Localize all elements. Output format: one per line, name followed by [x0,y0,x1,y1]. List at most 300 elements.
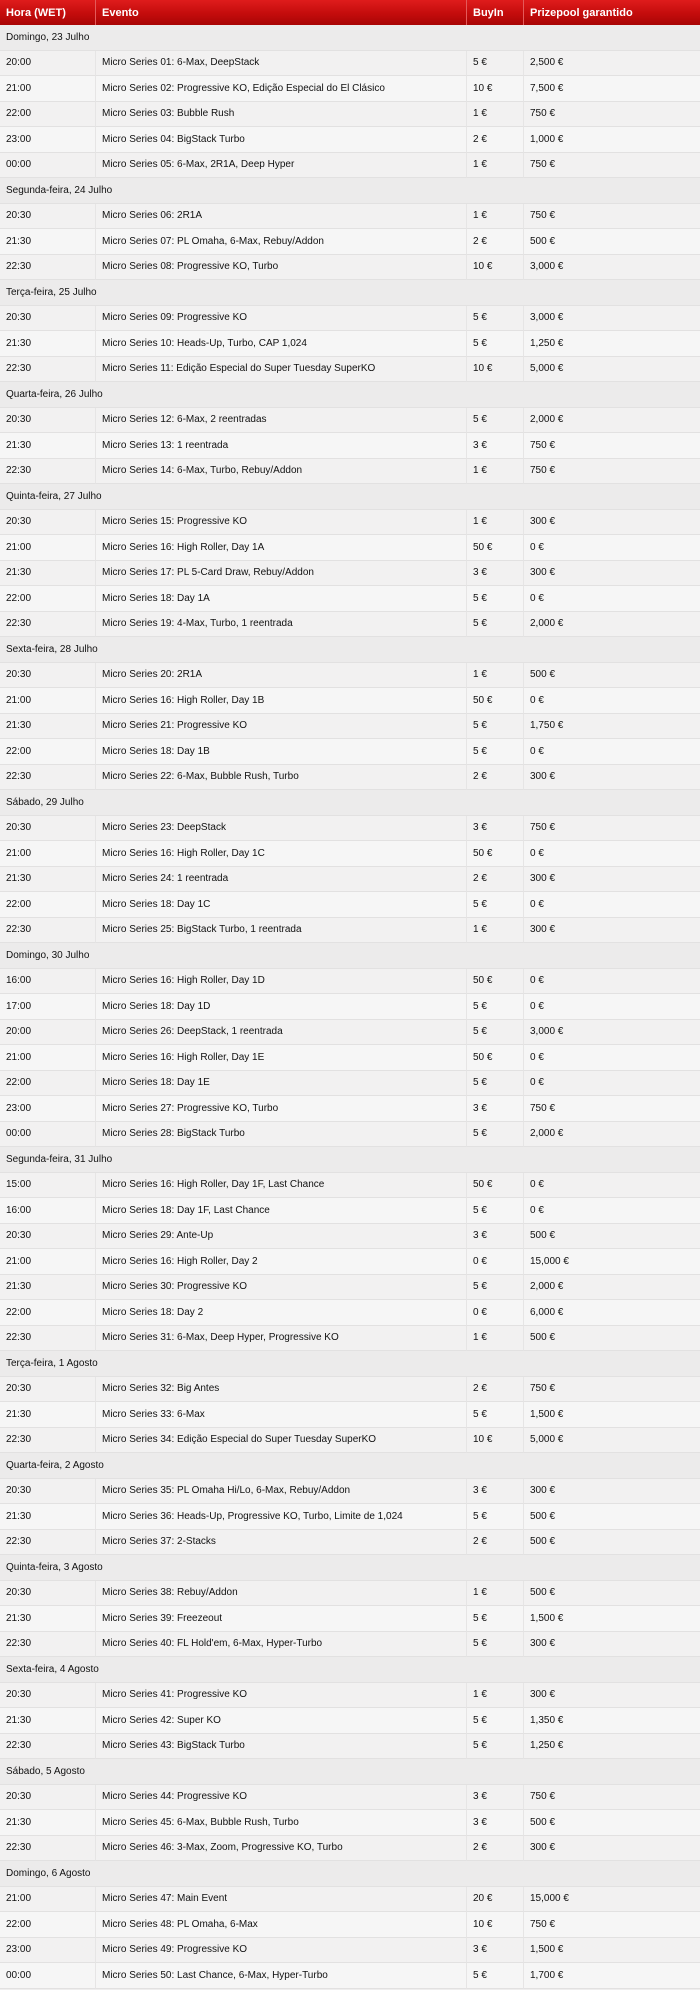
cell-time: 20:30 [0,306,96,332]
cell-event: Micro Series 34: Edição Especial do Super Tuesday SuperKO [96,1428,467,1454]
cell-time: 22:00 [0,892,96,918]
cell-buyin: 3 € [467,1224,524,1250]
day-label: Domingo, 30 Julho [0,943,700,969]
cell-time: 21:00 [0,76,96,102]
cell-time: 20:30 [0,1581,96,1607]
cell-event: Micro Series 16: High Roller, Day 1F, Last Chance [96,1173,467,1199]
cell-buyin: 20 € [467,1887,524,1913]
cell-buyin: 1 € [467,1581,524,1607]
day-header-row [0,943,700,969]
cell-time: 21:00 [0,688,96,714]
day-header-row [0,1147,700,1173]
table-row [0,459,700,485]
cell-prizepool: 1,750 € [524,714,700,740]
cell-prizepool: 1,500 € [524,1402,700,1428]
cell-event: Micro Series 41: Progressive KO [96,1683,467,1709]
cell-event: Micro Series 47: Main Event [96,1887,467,1913]
cell-event: Micro Series 17: PL 5-Card Draw, Rebuy/Addon [96,561,467,587]
table-row [0,306,700,332]
table-row [0,765,700,791]
day-label: Sábado, 5 Agosto [0,1759,700,1785]
cell-buyin: 5 € [467,306,524,332]
table-row [0,918,700,944]
table-row [0,1428,700,1454]
cell-buyin: 5 € [467,408,524,434]
cell-time: 20:00 [0,1020,96,1046]
cell-time: 22:00 [0,739,96,765]
cell-time: 17:00 [0,994,96,1020]
cell-buyin: 5 € [467,1198,524,1224]
cell-event: Micro Series 12: 6-Max, 2 reentradas [96,408,467,434]
cell-event: Micro Series 23: DeepStack [96,816,467,842]
cell-buyin: 2 € [467,127,524,153]
cell-buyin: 5 € [467,1122,524,1148]
cell-prizepool: 300 € [524,918,700,944]
cell-time: 20:30 [0,816,96,842]
table-row [0,1198,700,1224]
table-row [0,586,700,612]
cell-time: 21:00 [0,1045,96,1071]
cell-prizepool: 0 € [524,688,700,714]
cell-prizepool: 6,000 € [524,1300,700,1326]
cell-prizepool: 300 € [524,1683,700,1709]
day-label: Segunda-feira, 24 Julho [0,178,700,204]
table-row [0,1224,700,1250]
table-row [0,1683,700,1709]
cell-time: 00:00 [0,153,96,179]
cell-event: Micro Series 02: Progressive KO, Edição Especial do El Clásico [96,76,467,102]
cell-buyin: 10 € [467,76,524,102]
table-row [0,204,700,230]
table-header [0,0,700,25]
day-header-row [0,1657,700,1683]
table-row [0,1377,700,1403]
cell-time: 21:30 [0,1504,96,1530]
cell-event: Micro Series 19: 4-Max, Turbo, 1 reentrada [96,612,467,638]
table-row [0,1606,700,1632]
cell-buyin: 5 € [467,1632,524,1658]
cell-prizepool: 0 € [524,994,700,1020]
cell-time: 21:00 [0,1887,96,1913]
cell-event: Micro Series 06: 2R1A [96,204,467,230]
cell-buyin: 5 € [467,1708,524,1734]
cell-prizepool: 3,000 € [524,255,700,281]
cell-buyin: 2 € [467,229,524,255]
cell-buyin: 1 € [467,102,524,128]
cell-prizepool: 750 € [524,1096,700,1122]
cell-buyin: 10 € [467,1428,524,1454]
cell-event: Micro Series 45: 6-Max, Bubble Rush, Turbo [96,1810,467,1836]
cell-buyin: 10 € [467,357,524,383]
cell-time: 20:00 [0,51,96,77]
cell-prizepool: 300 € [524,1479,700,1505]
cell-time: 20:30 [0,1377,96,1403]
cell-prizepool: 300 € [524,561,700,587]
table-row [0,1785,700,1811]
cell-time: 15:00 [0,1173,96,1199]
cell-event: Micro Series 18: Day 1C [96,892,467,918]
table-row [0,1504,700,1530]
cell-time: 22:30 [0,357,96,383]
cell-event: Micro Series 37: 2-Stacks [96,1530,467,1556]
cell-buyin: 5 € [467,1275,524,1301]
cell-buyin: 0 € [467,1300,524,1326]
cell-prizepool: 500 € [524,1810,700,1836]
cell-time: 21:30 [0,714,96,740]
cell-event: Micro Series 25: BigStack Turbo, 1 reentrada [96,918,467,944]
cell-time: 21:30 [0,867,96,893]
cell-event: Micro Series 46: 3-Max, Zoom, Progressive KO, Turbo [96,1836,467,1862]
cell-event: Micro Series 03: Bubble Rush [96,102,467,128]
cell-prizepool: 5,000 € [524,1428,700,1454]
cell-buyin: 1 € [467,204,524,230]
cell-prizepool: 2,000 € [524,1122,700,1148]
cell-event: Micro Series 28: BigStack Turbo [96,1122,467,1148]
cell-prizepool: 750 € [524,102,700,128]
table-row [0,561,700,587]
cell-prizepool: 0 € [524,1071,700,1097]
table-row [0,1326,700,1352]
cell-time: 22:30 [0,918,96,944]
cell-event: Micro Series 44: Progressive KO [96,1785,467,1811]
cell-event: Micro Series 49: Progressive KO [96,1938,467,1964]
cell-buyin: 5 € [467,586,524,612]
day-label: Quarta-feira, 26 Julho [0,382,700,408]
cell-buyin: 2 € [467,867,524,893]
cell-event: Micro Series 01: 6-Max, DeepStack [96,51,467,77]
cell-time: 20:30 [0,204,96,230]
day-header-row [0,1351,700,1377]
cell-prizepool: 500 € [524,1581,700,1607]
cell-buyin: 5 € [467,1963,524,1989]
table-row [0,535,700,561]
table-row [0,688,700,714]
cell-time: 21:00 [0,1249,96,1275]
cell-buyin: 5 € [467,612,524,638]
cell-buyin: 3 € [467,1785,524,1811]
cell-event: Micro Series 16: High Roller, Day 1D [96,969,467,995]
cell-prizepool: 0 € [524,586,700,612]
cell-time: 00:00 [0,1963,96,1989]
cell-prizepool: 15,000 € [524,1249,700,1275]
cell-event: Micro Series 43: BigStack Turbo [96,1734,467,1760]
cell-prizepool: 500 € [524,1224,700,1250]
cell-prizepool: 500 € [524,1530,700,1556]
cell-buyin: 5 € [467,714,524,740]
table-row [0,969,700,995]
cell-event: Micro Series 16: High Roller, Day 1E [96,1045,467,1071]
cell-buyin: 5 € [467,1071,524,1097]
cell-prizepool: 750 € [524,1912,700,1938]
day-header-row [0,637,700,663]
table-row [0,1632,700,1658]
cell-buyin: 2 € [467,1836,524,1862]
cell-event: Micro Series 16: High Roller, Day 1C [96,841,467,867]
cell-event: Micro Series 20: 2R1A [96,663,467,689]
day-header-row [0,1453,700,1479]
cell-prizepool: 3,000 € [524,1020,700,1046]
cell-time: 23:00 [0,1938,96,1964]
cell-time: 22:30 [0,459,96,485]
day-label: Terça-feira, 25 Julho [0,280,700,306]
cell-event: Micro Series 32: Big Antes [96,1377,467,1403]
cell-time: 20:30 [0,1785,96,1811]
cell-time: 20:30 [0,663,96,689]
cell-prizepool: 300 € [524,1836,700,1862]
table-row [0,1045,700,1071]
cell-buyin: 1 € [467,663,524,689]
cell-event: Micro Series 18: Day 1A [96,586,467,612]
table-row [0,1734,700,1760]
cell-time: 21:30 [0,1606,96,1632]
cell-prizepool: 1,500 € [524,1606,700,1632]
cell-prizepool: 3,000 € [524,306,700,332]
cell-event: Micro Series 21: Progressive KO [96,714,467,740]
cell-prizepool: 7,500 € [524,76,700,102]
cell-event: Micro Series 10: Heads-Up, Turbo, CAP 1,024 [96,331,467,357]
day-header-row [0,178,700,204]
cell-prizepool: 1,250 € [524,331,700,357]
table-row [0,867,700,893]
cell-event: Micro Series 14: 6-Max, Turbo, Rebuy/Addon [96,459,467,485]
cell-event: Micro Series 13: 1 reentrada [96,433,467,459]
cell-time: 20:30 [0,1683,96,1709]
cell-time: 16:00 [0,969,96,995]
cell-prizepool: 500 € [524,1504,700,1530]
table-row [0,408,700,434]
cell-prizepool: 500 € [524,229,700,255]
cell-time: 22:00 [0,1912,96,1938]
cell-time: 22:30 [0,1632,96,1658]
cell-prizepool: 300 € [524,1632,700,1658]
table-row [0,153,700,179]
cell-event: Micro Series 18: Day 1D [96,994,467,1020]
cell-prizepool: 2,500 € [524,51,700,77]
table-row [0,1581,700,1607]
table-row [0,1275,700,1301]
cell-event: Micro Series 04: BigStack Turbo [96,127,467,153]
cell-time: 22:30 [0,1836,96,1862]
day-label: Sexta-feira, 28 Julho [0,637,700,663]
cell-buyin: 3 € [467,1810,524,1836]
cell-buyin: 2 € [467,1530,524,1556]
cell-event: Micro Series 16: High Roller, Day 1B [96,688,467,714]
table-row [0,1963,700,1989]
cell-buyin: 3 € [467,1479,524,1505]
cell-event: Micro Series 48: PL Omaha, 6-Max [96,1912,467,1938]
table-row [0,1708,700,1734]
cell-buyin: 5 € [467,1020,524,1046]
cell-event: Micro Series 40: FL Hold'em, 6-Max, Hyper-Turbo [96,1632,467,1658]
cell-event: Micro Series 30: Progressive KO [96,1275,467,1301]
cell-time: 00:00 [0,1122,96,1148]
table-row [0,1071,700,1097]
cell-prizepool: 500 € [524,1326,700,1352]
cell-prizepool: 0 € [524,535,700,561]
cell-time: 22:30 [0,612,96,638]
cell-prizepool: 750 € [524,204,700,230]
cell-time: 22:00 [0,1300,96,1326]
cell-event: Micro Series 50: Last Chance, 6-Max, Hyper-Turbo [96,1963,467,1989]
column-header-prizepool: Prizepool garantido [524,0,700,25]
cell-event: Micro Series 39: Freezeout [96,1606,467,1632]
table-row [0,1249,700,1275]
cell-buyin: 0 € [467,1249,524,1275]
column-header-time: Hora (WET) [0,0,96,25]
cell-buyin: 5 € [467,331,524,357]
cell-time: 20:30 [0,510,96,536]
cell-buyin: 5 € [467,1504,524,1530]
cell-prizepool: 0 € [524,1045,700,1071]
cell-prizepool: 0 € [524,892,700,918]
table-row [0,714,700,740]
cell-time: 20:30 [0,1479,96,1505]
day-header-row [0,280,700,306]
cell-prizepool: 300 € [524,765,700,791]
table-row [0,331,700,357]
cell-buyin: 2 € [467,1377,524,1403]
table-row [0,1479,700,1505]
cell-time: 22:30 [0,1326,96,1352]
day-label: Quarta-feira, 2 Agosto [0,1453,700,1479]
cell-time: 21:30 [0,1402,96,1428]
table-row [0,1938,700,1964]
table-body [0,25,700,1989]
cell-event: Micro Series 31: 6-Max, Deep Hyper, Progressive KO [96,1326,467,1352]
column-header-event: Evento [96,0,467,25]
day-label: Quinta-feira, 3 Agosto [0,1555,700,1581]
cell-event: Micro Series 09: Progressive KO [96,306,467,332]
cell-prizepool: 750 € [524,1377,700,1403]
day-label: Domingo, 23 Julho [0,25,700,51]
table-row [0,357,700,383]
cell-prizepool: 750 € [524,1785,700,1811]
cell-prizepool: 0 € [524,969,700,995]
cell-event: Micro Series 16: High Roller, Day 1A [96,535,467,561]
table-row [0,102,700,128]
cell-prizepool: 2,000 € [524,408,700,434]
table-row [0,127,700,153]
cell-event: Micro Series 05: 6-Max, 2R1A, Deep Hyper [96,153,467,179]
day-header-row [0,1759,700,1785]
cell-time: 21:30 [0,561,96,587]
table-row [0,892,700,918]
cell-time: 21:30 [0,229,96,255]
cell-time: 21:00 [0,841,96,867]
cell-prizepool: 1,500 € [524,1938,700,1964]
cell-time: 22:30 [0,255,96,281]
cell-event: Micro Series 42: Super KO [96,1708,467,1734]
table-row [0,1173,700,1199]
cell-time: 21:30 [0,1275,96,1301]
cell-prizepool: 1,250 € [524,1734,700,1760]
cell-event: Micro Series 18: Day 1E [96,1071,467,1097]
cell-buyin: 50 € [467,1045,524,1071]
header-row [0,0,700,25]
cell-prizepool: 300 € [524,867,700,893]
cell-buyin: 5 € [467,892,524,918]
table-row [0,1402,700,1428]
cell-event: Micro Series 36: Heads-Up, Progressive KO, Turbo, Limite de 1,024 [96,1504,467,1530]
table-row [0,510,700,536]
cell-event: Micro Series 08: Progressive KO, Turbo [96,255,467,281]
cell-buyin: 1 € [467,918,524,944]
column-header-buyin: BuyIn [467,0,524,25]
cell-buyin: 50 € [467,1173,524,1199]
cell-prizepool: 750 € [524,459,700,485]
cell-buyin: 3 € [467,1938,524,1964]
cell-prizepool: 5,000 € [524,357,700,383]
day-label: Quinta-feira, 27 Julho [0,484,700,510]
day-label: Sexta-feira, 4 Agosto [0,1657,700,1683]
cell-prizepool: 0 € [524,1173,700,1199]
cell-prizepool: 15,000 € [524,1887,700,1913]
table-row [0,1122,700,1148]
cell-time: 22:30 [0,1530,96,1556]
cell-buyin: 5 € [467,51,524,77]
cell-prizepool: 0 € [524,739,700,765]
cell-buyin: 3 € [467,816,524,842]
cell-event: Micro Series 26: DeepStack, 1 reentrada [96,1020,467,1046]
cell-buyin: 3 € [467,433,524,459]
cell-prizepool: 500 € [524,663,700,689]
cell-time: 22:00 [0,586,96,612]
table-row [0,1096,700,1122]
cell-time: 23:00 [0,1096,96,1122]
cell-event: Micro Series 22: 6-Max, Bubble Rush, Turbo [96,765,467,791]
day-header-row [0,1861,700,1887]
cell-prizepool: 1,350 € [524,1708,700,1734]
cell-prizepool: 2,000 € [524,1275,700,1301]
cell-prizepool: 2,000 € [524,612,700,638]
cell-time: 20:30 [0,408,96,434]
day-label: Terça-feira, 1 Agosto [0,1351,700,1377]
table-row [0,1887,700,1913]
cell-event: Micro Series 18: Day 1B [96,739,467,765]
cell-event: Micro Series 29: Ante-Up [96,1224,467,1250]
cell-prizepool: 750 € [524,433,700,459]
cell-buyin: 5 € [467,1734,524,1760]
day-header-row [0,484,700,510]
cell-buyin: 50 € [467,841,524,867]
table-row [0,612,700,638]
table-row [0,1836,700,1862]
cell-buyin: 10 € [467,1912,524,1938]
cell-buyin: 50 € [467,688,524,714]
table-row [0,1300,700,1326]
table-row [0,1810,700,1836]
table-row [0,663,700,689]
cell-time: 21:30 [0,433,96,459]
table-row [0,255,700,281]
cell-time: 21:30 [0,331,96,357]
table-row [0,229,700,255]
cell-prizepool: 0 € [524,1198,700,1224]
cell-time: 20:30 [0,1224,96,1250]
day-header-row [0,382,700,408]
table-row [0,994,700,1020]
cell-event: Micro Series 38: Rebuy/Addon [96,1581,467,1607]
table-row [0,76,700,102]
cell-event: Micro Series 35: PL Omaha Hi/Lo, 6-Max, Rebuy/Addon [96,1479,467,1505]
cell-time: 16:00 [0,1198,96,1224]
day-header-row [0,790,700,816]
cell-time: 21:30 [0,1708,96,1734]
cell-buyin: 1 € [467,459,524,485]
cell-event: Micro Series 24: 1 reentrada [96,867,467,893]
cell-event: Micro Series 27: Progressive KO, Turbo [96,1096,467,1122]
cell-prizepool: 1,000 € [524,127,700,153]
